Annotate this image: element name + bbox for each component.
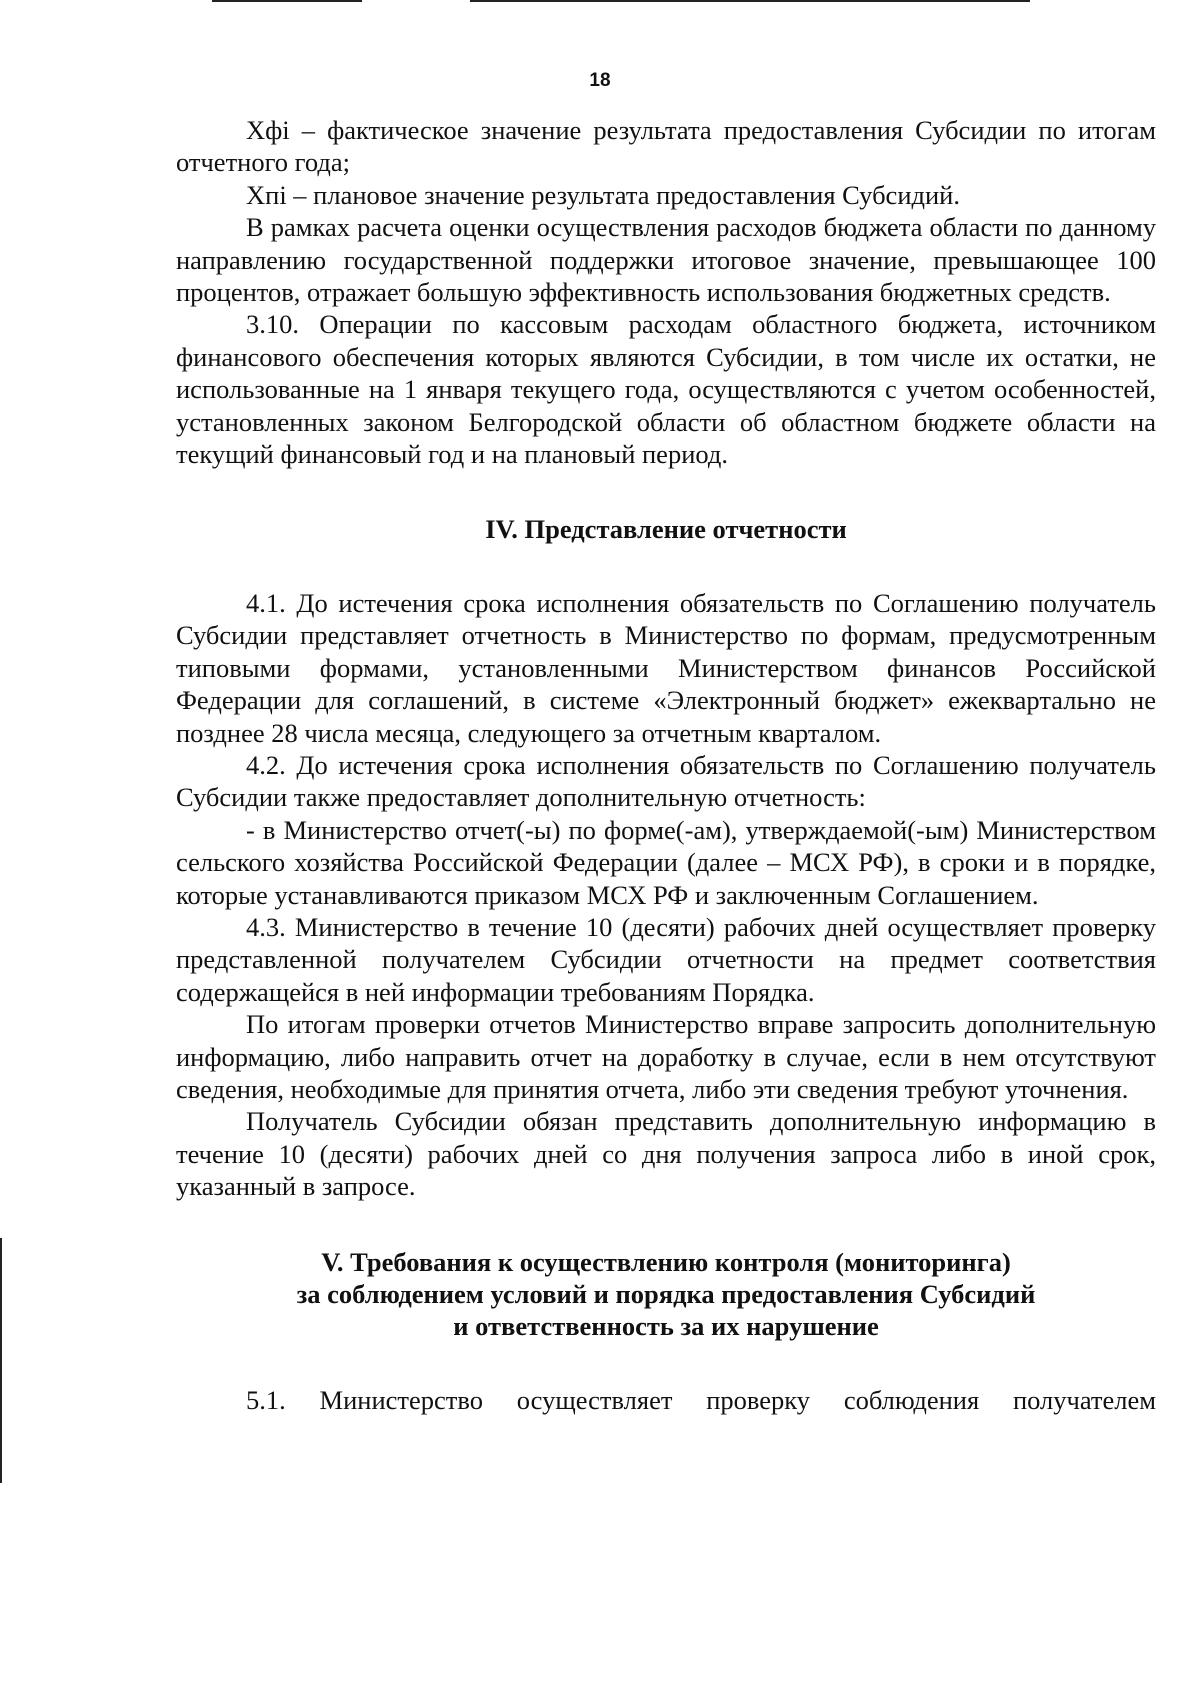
- section-iv-heading: [176, 513, 1156, 545]
- heading-line: и ответственность за их нарушение: [453, 1311, 879, 1342]
- paragraph-assessment: В рамках расчета оценки осуществления расходов бюджета области по данному направлению государственной поддержки итоговое значение, превышающее 100 процентов, отражает большую эффективность использования бюджетных средств.: [176, 212, 1156, 308]
- paragraph-5-1: 5.1. Министерство осуществляет проверку соблюдения получателем: [246, 1384, 1156, 1415]
- section-gap: [176, 470, 1156, 513]
- paragraph-xfi: Xфi – фактическое значение результата предоставления Субсидии по итогам отчетного года;: [176, 115, 1156, 178]
- section-gap: [176, 1343, 1156, 1384]
- paragraph-xpi: Xпi – плановое значение результата предоставления Субсидий.: [246, 179, 960, 210]
- paragraph-review-results: По итогам проверки отчетов Министерство вправе запросить дополнительную информацию, либо направить отчет на доработку в случае, если в нем отсутствуют сведения, необходимые для принятия отчета, либо эти сведения требуют уточнения.: [176, 1009, 1156, 1104]
- section-gap: [176, 1203, 1156, 1246]
- paragraph-4-2: 4.2. До истечения срока исполнения обязательств по Соглашению получатель Субсидии также предоставляет дополнительную отчетность:: [176, 749, 1156, 813]
- heading-line: V. Требования к осуществлению контроля (мониторинга): [321, 1246, 1011, 1277]
- paragraph-additional-info: Получатель Субсидии обязан представить дополнительную информацию в течение 10 (десяти) рабочих дней со дня получения запроса либо в иной срок, указанный в запросе.: [176, 1106, 1156, 1202]
- section-gap: [176, 546, 1156, 587]
- paragraph-4-1: 4.1. До истечения срока исполнения обязательств по Соглашению получатель Субсидии представляет отчетность в Министерство по формам, предусмотренным типовыми формами, установленными Министерством финансов Российской Федерации для соглашений, в системе «Электронный бюджет» ежеквартально не позднее 28 числа месяца, следующего за отчетным кварталом.: [176, 587, 1156, 748]
- document-body: [176, 114, 1156, 1416]
- scan-edge-left: [0, 1238, 2, 1483]
- paragraph-4-2-item: - в Министерство отчет(-ы) по форме(-ам), утверждаемой(-ым) Министерством сельского хозяйства Российской Федерации (далее – МСХ РФ), в сроки и в порядке, которые устанавливаются приказом МСХ РФ и заключенным Соглашением.: [176, 814, 1156, 910]
- paragraph-4-3: 4.3. Министерство в течение 10 (десяти) рабочих дней осуществляет проверку представленной получателем Субсидии отчетности на предмет соответствия содержащейся в ней информации требованиям Порядка.: [176, 911, 1156, 1007]
- paragraph-3-10: 3.10. Операции по кассовым расходам областного бюджета, источником финансового обеспечения которых являются Субсидии, в том числе их остатки, не использованные на 1 января текущего года, осуществляются с учетом особенностей, установленных законом Белгородской области об областном бюджете области на текущий финансовый год и на плановый период.: [176, 309, 1156, 470]
- section-v-heading: [176, 1246, 1156, 1343]
- scan-edge-top-1: [212, 0, 362, 2]
- page-number: 18: [589, 70, 611, 91]
- heading-line: за соблюдением условий и порядка предоставления Субсидий: [296, 1279, 1036, 1309]
- scan-edge-top-2: [470, 0, 1030, 2]
- heading-line: IV. Представление отчетности: [485, 514, 847, 545]
